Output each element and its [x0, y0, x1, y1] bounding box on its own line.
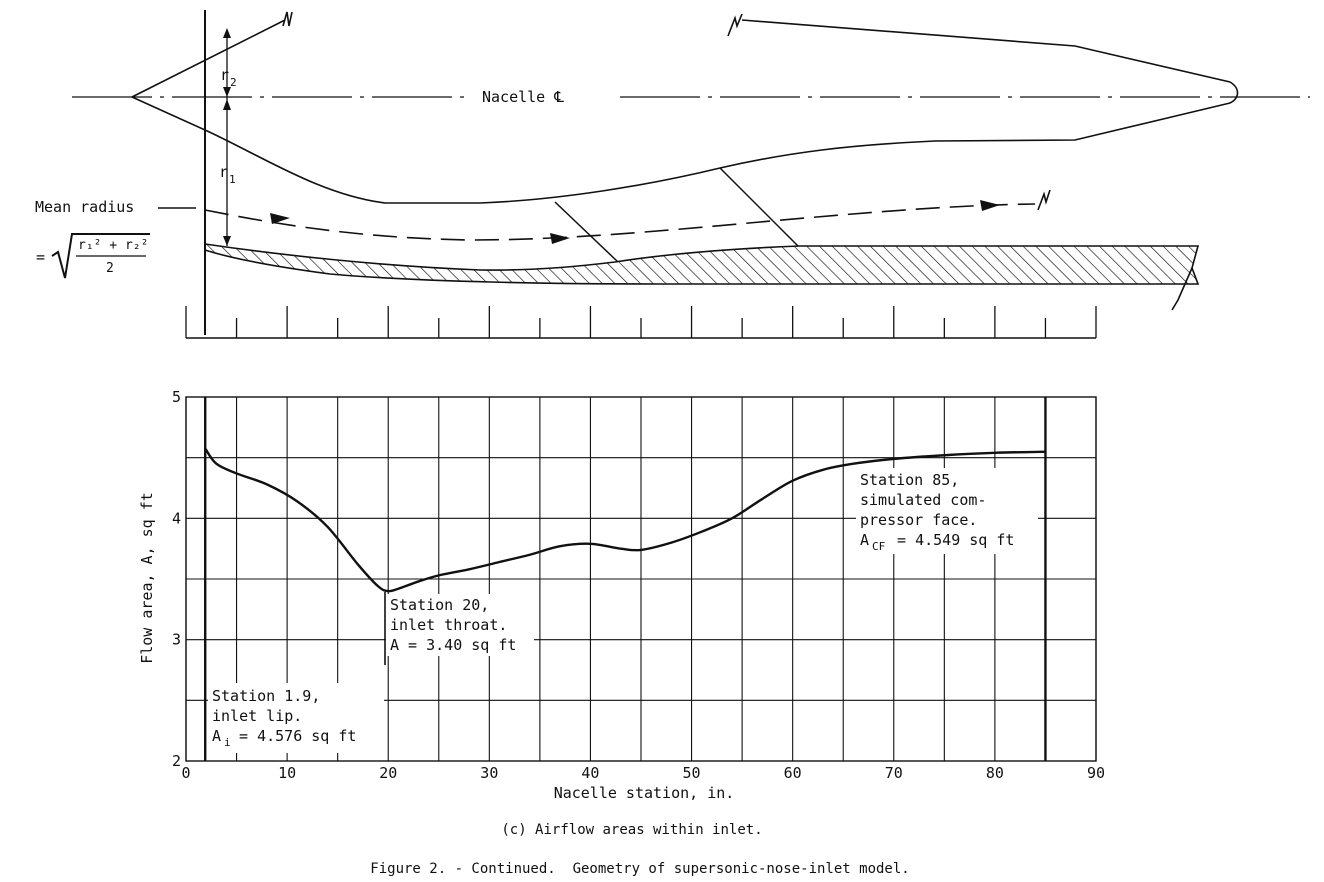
x-tick-label: 70: [884, 764, 903, 782]
mean-radius-path: [205, 204, 1035, 240]
annotation-compressor-line4-post: = 4.549 sq ft: [888, 531, 1015, 549]
x-tick-label: 60: [783, 764, 802, 782]
nacelle-diagram: [35, 10, 1310, 338]
break-symbol-mid: [728, 14, 742, 36]
formula-denominator: 2: [106, 261, 114, 276]
annotation-compressor-line1: Station 85,: [860, 471, 960, 489]
r1-arrow-bottom: [223, 236, 231, 246]
x-tick-label: 80: [985, 764, 1004, 782]
x-tick-label: 40: [581, 764, 600, 782]
measuring-station-1: [555, 202, 618, 262]
x-tick-label: 10: [278, 764, 297, 782]
centerline-label: Nacelle ℄: [482, 88, 564, 106]
break-symbol-flow: [1038, 190, 1050, 210]
y-tick-label: 5: [171, 388, 181, 406]
annotation-lip-line3-sub: i: [224, 736, 231, 749]
flow-arrow-2: [550, 233, 570, 244]
x-tick-label: 20: [379, 764, 398, 782]
cone-upper: [132, 20, 285, 97]
annotation-compressor-line4-pre: A: [860, 531, 870, 549]
annotation-throat-line3: A = 3.40 sq ft: [390, 636, 517, 654]
annotation-throat-line1: Station 20,: [390, 596, 490, 614]
figure-caption: Figure 2. - Continued. Geometry of supersonic-nose-inlet model.: [370, 861, 910, 877]
annotation-lip-line3-pre: A: [212, 727, 222, 745]
annotation-lip-line2: inlet lip.: [212, 707, 303, 725]
centerbody-tail: [742, 20, 1238, 103]
y-tick-label: 3: [171, 630, 181, 649]
formula-numerator: r₁² + r₂²: [78, 238, 149, 253]
x-axis-label: Nacelle station, in.: [553, 784, 735, 802]
flow-arrow-1: [270, 213, 290, 224]
annotation-lip-line3-post: = 4.576 sq ft: [230, 727, 357, 745]
x-tick-label: 90: [1086, 764, 1106, 782]
annotation-compressor-face: [856, 468, 1038, 554]
flow-arrow-3: [980, 200, 1000, 211]
annotation-lip-line1: Station 1.9,: [212, 687, 321, 705]
annotation-inlet-throat: [385, 592, 534, 665]
annotation-compressor-line3: pressor face.: [860, 511, 978, 529]
x-tick-label: 30: [480, 764, 499, 782]
r1-label: r: [219, 163, 229, 181]
subcaption: (c) Airflow areas within inlet.: [501, 822, 763, 838]
annotation-compressor-line2: simulated com-: [860, 491, 987, 509]
annotation-throat-line2: inlet throat.: [390, 616, 508, 634]
cowl-wall: [205, 244, 1198, 284]
r1-subscript: 1: [229, 173, 236, 186]
y-axis-label: Flow area, A, sq ft: [138, 492, 156, 664]
break-symbol-top: [283, 12, 292, 26]
mean-radius-label: Mean radius: [35, 198, 135, 216]
x-tick-label: 50: [682, 764, 701, 782]
station-scale: [186, 306, 1096, 338]
annotation-inlet-lip: [208, 683, 384, 753]
annotation-compressor-line4-sub: CF: [872, 540, 886, 553]
r2-arrow-top: [223, 28, 231, 38]
r1-arrow-top: [223, 99, 231, 110]
y-tick-label: 4: [171, 509, 181, 528]
r2-label: r: [220, 66, 230, 84]
formula-equals: =: [36, 248, 46, 266]
x-tick-label: 0: [181, 764, 191, 782]
centerbody-contour: [132, 97, 1230, 203]
y-tick-label: 2: [171, 752, 181, 770]
flow-area-chart: [138, 388, 1105, 802]
measuring-station-2: [720, 168, 798, 246]
r2-subscript: 2: [230, 76, 237, 89]
